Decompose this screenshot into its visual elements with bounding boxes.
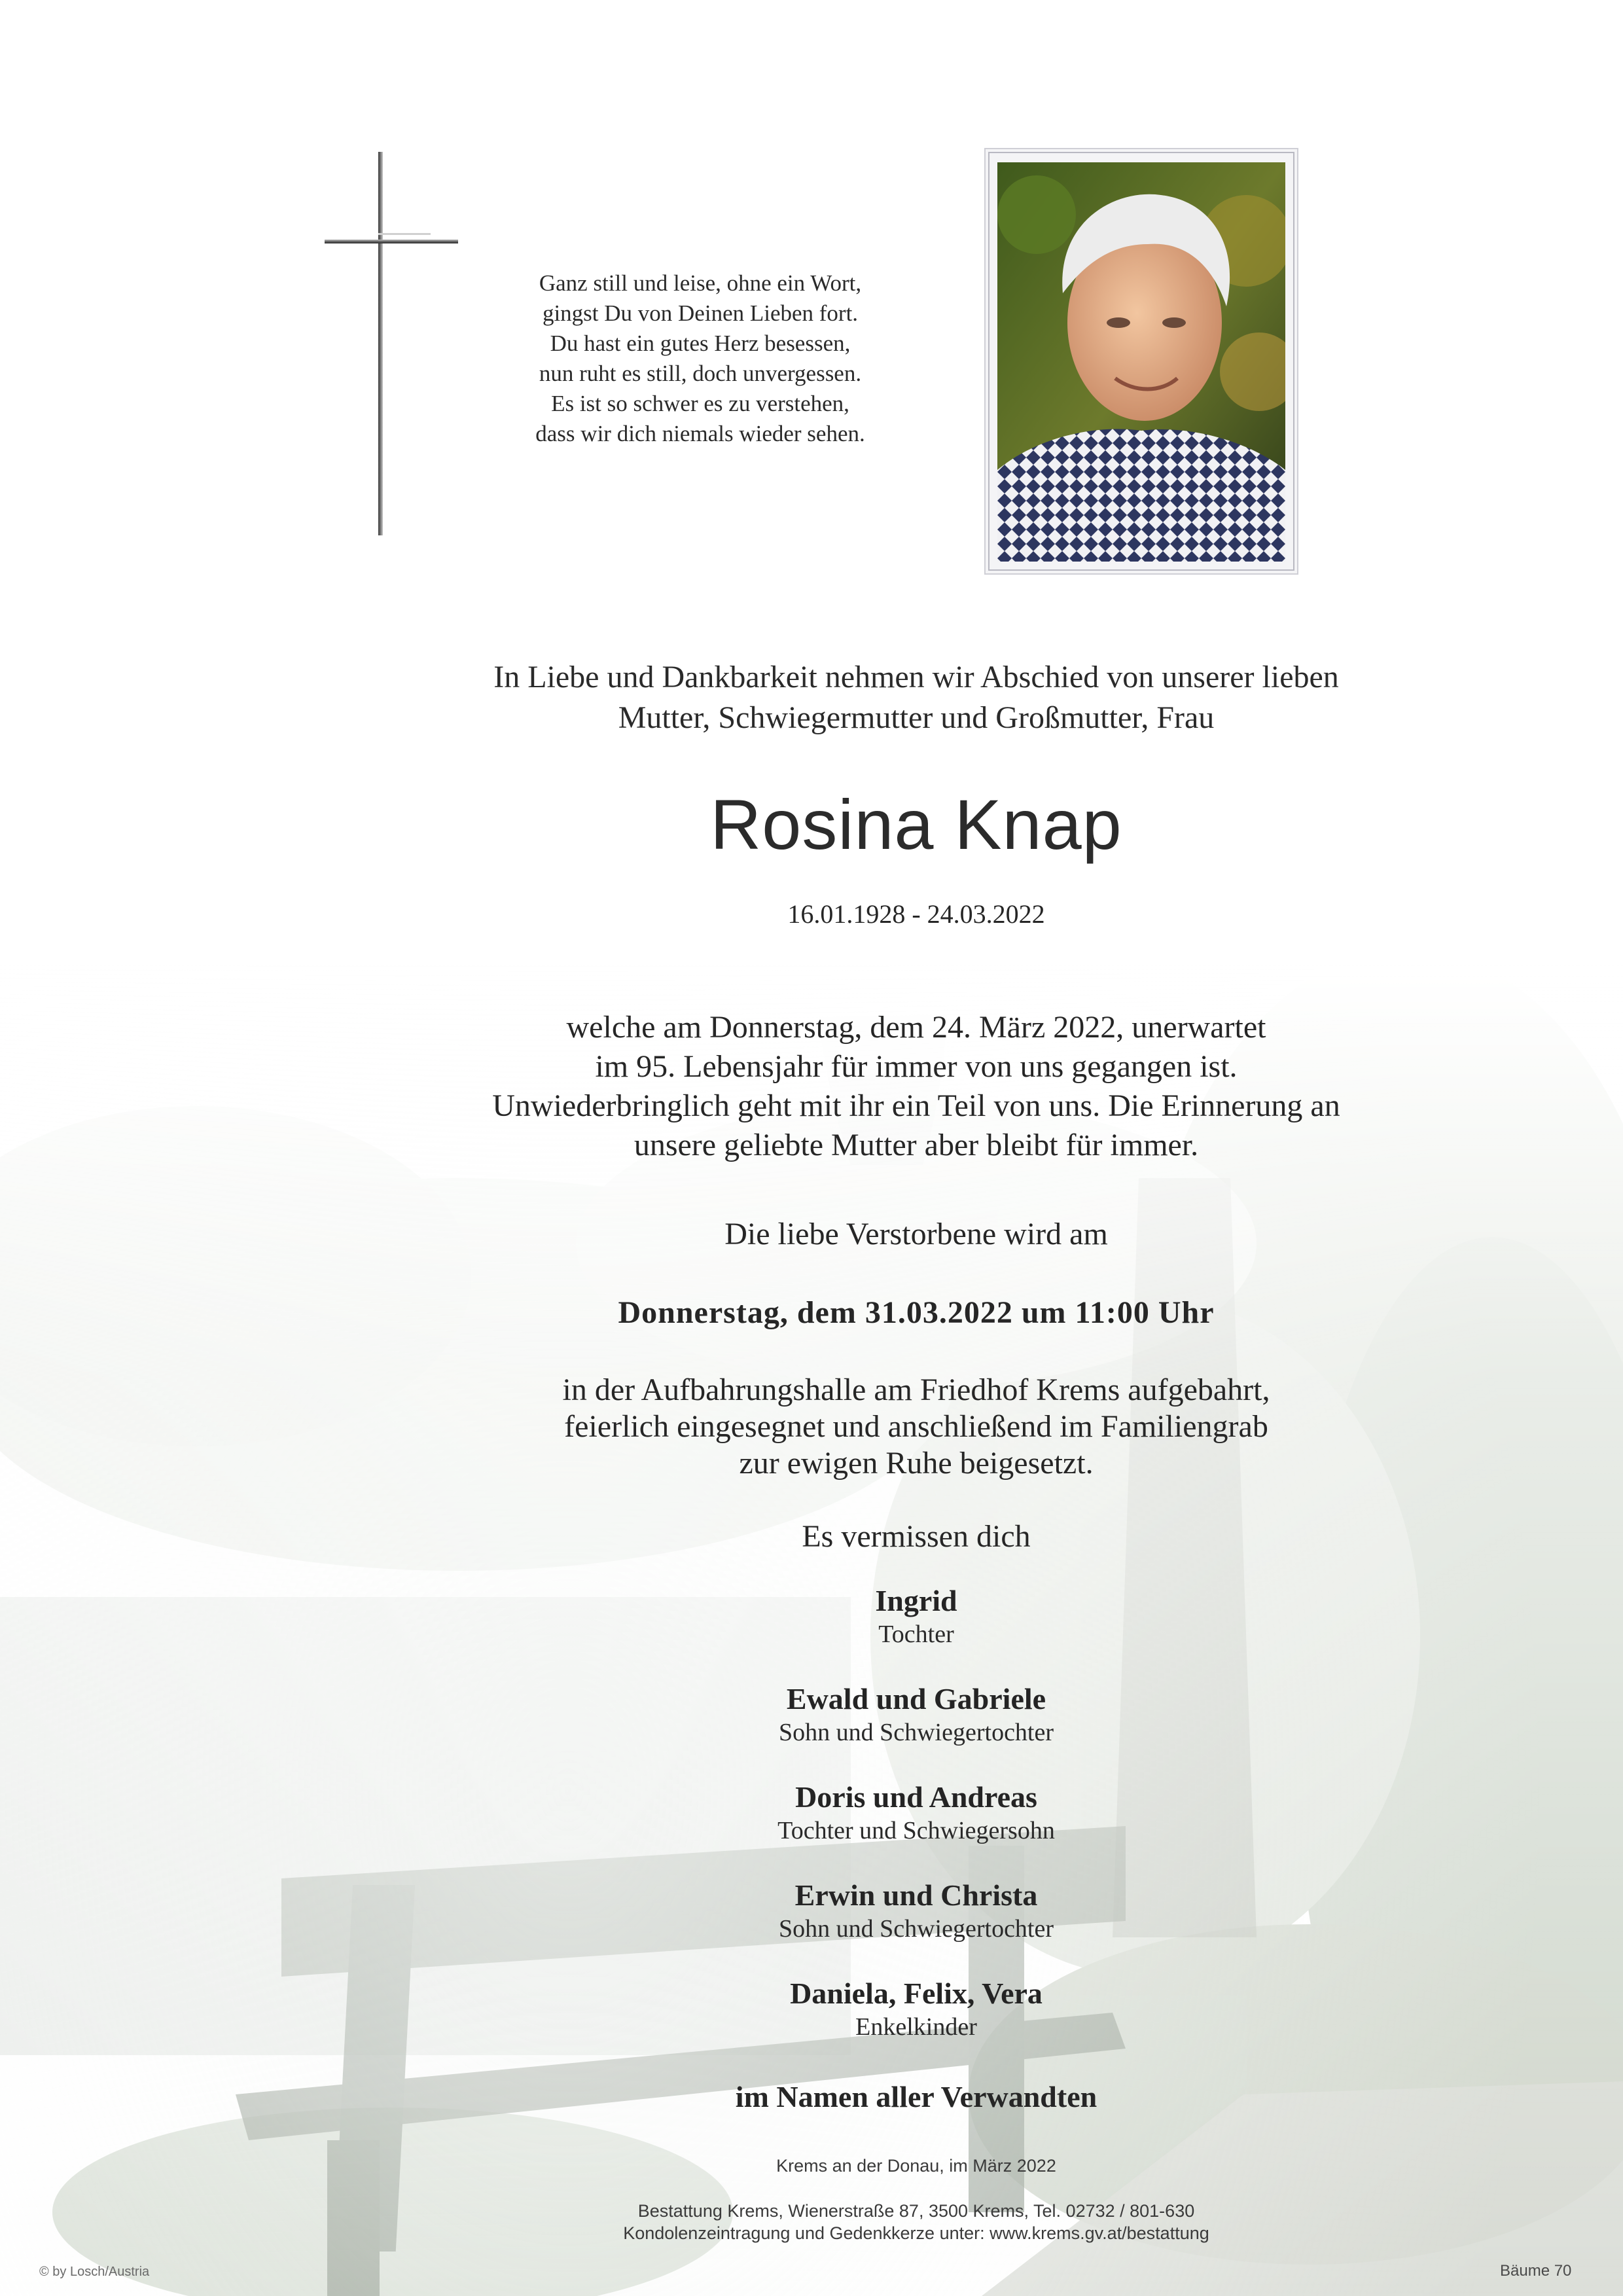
contact-line: Kondolenzeintragung und Gedenkkerze unter: www.krems.gv.at/bestattung xyxy=(623,2223,1209,2243)
mourner-entry xyxy=(353,1583,1479,1681)
announcement-line: unsere geliebte Mutter aber bleibt für immer. xyxy=(633,1128,1199,1162)
mourner-name: Doris und Andreas xyxy=(795,1780,1037,1814)
intro-text xyxy=(353,657,1479,738)
mourner-relation: Sohn und Schwiegertochter xyxy=(778,1915,1054,1943)
portrait-image xyxy=(997,162,1285,562)
poem-line: gingst Du von Deinen Lieben fort. xyxy=(542,300,859,326)
ceremony-intro: Die liebe Verstorbene wird am xyxy=(724,1217,1108,1251)
cross-highlight xyxy=(378,233,431,235)
poem-line: dass wir dich niemals wieder sehen. xyxy=(535,421,865,446)
mourner-relation: Enkelkinder xyxy=(855,2013,977,2041)
poem-line: Es ist so schwer es zu verstehen, xyxy=(551,391,849,416)
poem-line: Du hast ein gutes Herz besessen, xyxy=(550,331,851,356)
announcement-text xyxy=(353,1008,1479,1165)
poem-line: nun ruht es still, doch unvergessen. xyxy=(539,361,862,386)
mourner-relation: Sohn und Schwiegertochter xyxy=(778,1719,1054,1746)
intro-line: In Liebe und Dankbarkeit nehmen wir Abschied von unserer lieben xyxy=(493,660,1339,694)
funeral-home-contact xyxy=(353,2200,1479,2244)
mourners-heading: Es vermissen dich xyxy=(802,1519,1031,1554)
place-and-date: Krems an der Donau, im März 2022 xyxy=(776,2156,1056,2176)
poem-line: Ganz still und leise, ohne ein Wort, xyxy=(539,270,862,296)
closing-line: im Namen aller Verwandten xyxy=(735,2080,1097,2113)
cross-horizontal-bar xyxy=(325,240,458,243)
mourner-entry xyxy=(353,1877,1479,1975)
deceased-name: Rosina Knap xyxy=(710,785,1122,864)
ceremony-place-line: feierlich eingesegnet und anschließend im Familiengrab xyxy=(564,1409,1268,1444)
mourner-name: Ewald und Gabriele xyxy=(786,1682,1046,1715)
announcement-line: welche am Donnerstag, dem 24. März 2022, unerwartet xyxy=(566,1010,1266,1045)
image-credit: © by Losch/Austria xyxy=(39,2265,150,2279)
design-code: Bäume 70 xyxy=(1500,2262,1572,2280)
mourner-entry xyxy=(353,1975,1479,2073)
intro-line: Mutter, Schwiegermutter und Großmutter, Frau xyxy=(618,700,1215,735)
ceremony-date: Donnerstag, dem 31.03.2022 um 11:00 Uhr xyxy=(618,1295,1215,1330)
ceremony-place-line: in der Aufbahrungshalle am Friedhof Krems aufgebahrt, xyxy=(562,1372,1270,1407)
cross-vertical-bar xyxy=(378,152,383,535)
poem xyxy=(419,268,982,449)
mourners-list xyxy=(353,1583,1479,2073)
ceremony-place-line: zur ewigen Ruhe beigesetzt. xyxy=(739,1446,1094,1480)
mourner-entry xyxy=(353,1779,1479,1877)
mourner-entry xyxy=(353,1681,1479,1779)
mourner-relation: Tochter und Schwiegersohn xyxy=(777,1817,1055,1844)
mourner-relation: Tochter xyxy=(878,1621,954,1648)
ceremony-place xyxy=(353,1372,1479,1482)
mourner-name: Ingrid xyxy=(875,1584,957,1617)
mourner-name: Daniela, Felix, Vera xyxy=(790,1977,1043,2010)
life-dates: 16.01.1928 - 24.03.2022 xyxy=(787,899,1045,929)
mourner-name: Erwin und Christa xyxy=(794,1878,1038,1912)
contact-line: Bestattung Krems, Wienerstraße 87, 3500 Krems, Tel. 02732 / 801-630 xyxy=(637,2201,1195,2221)
announcement-line: im 95. Lebensjahr für immer von uns gegangen ist. xyxy=(595,1049,1238,1084)
portrait-photo xyxy=(984,148,1298,575)
announcement-line: Unwiederbringlich geht mit ihr ein Teil von uns. Die Erinnerung an xyxy=(492,1088,1340,1123)
